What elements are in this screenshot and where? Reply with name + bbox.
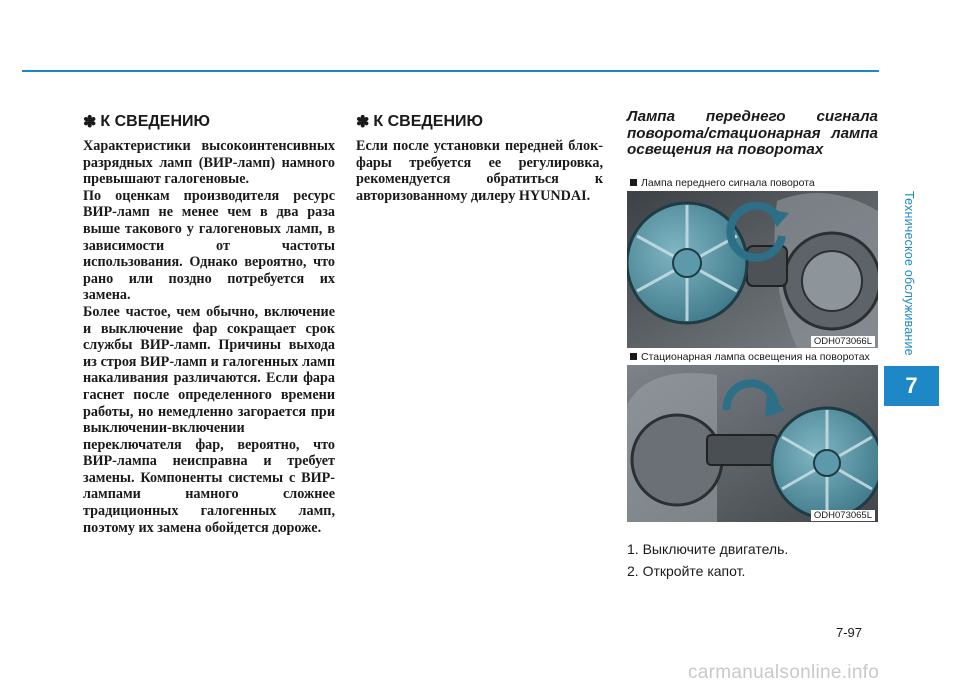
figure-front-turn-signal [627, 174, 878, 350]
figure-caption-text: Лампа переднего сигнала поворота [641, 176, 815, 189]
header-rule [22, 70, 879, 72]
figure-code: ODH073066L [811, 336, 875, 347]
headlamp-illustration [627, 191, 878, 348]
watermark-text: carmanualsonline.info [688, 662, 880, 683]
figure-cornering-lamp [627, 348, 878, 524]
note-paragraph: Более частое, чем обычно, включение и выключение фар сокращает срок службы ВИР-ламп. Причины выхода из строя ВИР-ламп и галогенных ламп накаливания различаются. Если фара гаснет после определенного времени работы, но немедленно загорается при выключении-включении переключателя фар, вероятно, что ВИР-лампа неисправна и требует замены. Компоненты системы с ВИР-лампами намного сложнее традиционных галогенных ламп, поэтому их замена обойдется дороже. [83, 303, 335, 536]
note-paragraph: По оценкам производителя ресурс ВИР-ламп не менее чем в два раза выше такового у галогеновых ламп, в зависимости от частоты использования. Однако вероятно, что рано или поздно потребуется их замена. [83, 187, 335, 304]
steps-list [627, 538, 878, 582]
figure-caption [627, 348, 878, 365]
note-paragraph: Характеристики высокоинтенсивных разрядных ламп (ВИР-ламп) намного превышают галогеновые. [83, 138, 335, 188]
column-1 [83, 112, 335, 536]
section-heading: Лампа переднего сигнала поворота/стационарная лампа освещения на поворотах [627, 108, 878, 158]
square-bullet-icon [630, 353, 637, 360]
step-item: 2. Откройте капот. [627, 563, 746, 579]
figure-caption [627, 174, 878, 191]
note-body [83, 138, 335, 536]
column-3 [627, 108, 878, 159]
note-body [356, 138, 603, 204]
figure-caption-text: Стационарная лампа освещения на поворотах [641, 350, 870, 363]
headlamp-photo [627, 365, 878, 522]
figure-code: ODH073065L [811, 510, 875, 521]
chapter-number-badge: 7 [884, 366, 939, 406]
column-2 [356, 112, 603, 204]
note-heading [356, 112, 603, 132]
square-bullet-icon [630, 179, 637, 186]
page-number: 7-97 [836, 625, 863, 640]
step-item: 1. Выключите двигатель. [627, 541, 789, 557]
asterisk-icon: ✽ [83, 114, 97, 131]
note-paragraph: Если после установки передней блок-фары требуется ее регулировка, рекомендуется обратиться к авторизованному дилеру HYUNDAI. [356, 138, 603, 204]
note-heading-text: К СВЕДЕНИЮ [100, 113, 211, 130]
headlamp-illustration [627, 365, 878, 522]
headlamp-photo [627, 191, 878, 348]
note-heading-text: К СВЕДЕНИЮ [373, 113, 484, 130]
asterisk-icon: ✽ [356, 114, 370, 131]
section-side-title: Техническое обслуживание [902, 190, 916, 356]
note-heading [83, 112, 335, 132]
